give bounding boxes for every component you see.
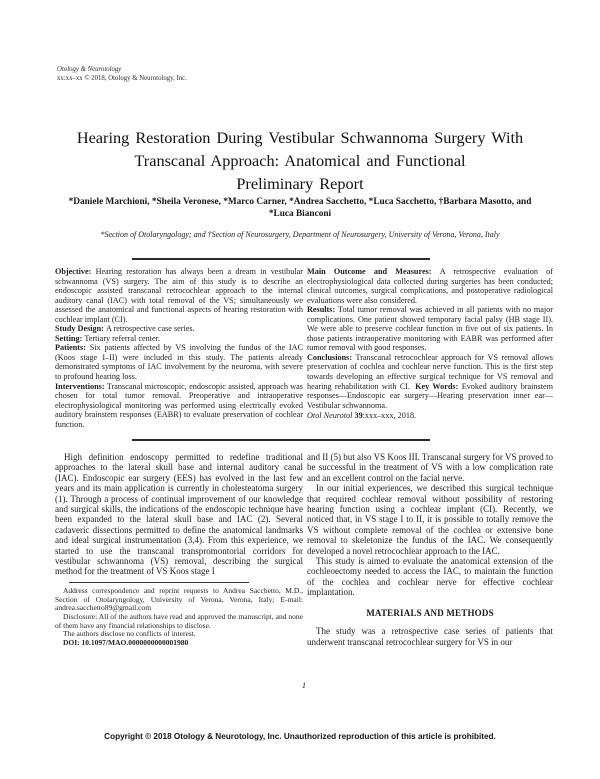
abstract-right-column [307, 267, 553, 421]
abstract-label-interventions: Interventions: [55, 381, 107, 391]
abstract-bottom-rule [132, 439, 430, 441]
abstract-label-conclusions: Conclusions: [307, 352, 356, 362]
abstract-text-conclusions: Transcanal retrocochlear approach for VS removal allows preservation of cochlea and cochlear nerve function. This is the first step towards developing an effective surgical technique for VS removal and hearing rehabilitation with CI. [307, 352, 553, 391]
abstract-text-outcome-measures: A retrospective evaluation of electrophysiological data collected during surgeries has been conducted; clinical outcomes, surgical complications, and postoperative radiological evaluations were also considered. [307, 267, 553, 305]
body-left-column [55, 452, 303, 648]
abstract-top-rule [132, 258, 430, 260]
page-title [40, 126, 560, 195]
copyright-footer: Copyright © 2018 Otology & Neurotology, Inc. Unauthorized reproduction of this article is prohibited. [104, 732, 496, 741]
abstract-text-setting: Tertiary referral center. [84, 333, 160, 343]
abstract-interventions [55, 382, 303, 430]
abstract-setting [55, 334, 303, 344]
section-heading-materials-methods: MATERIALS AND METHODS [366, 607, 494, 618]
body-right-column [307, 452, 553, 647]
abstract-conclusions [307, 353, 553, 410]
abstract-text-keywords: Evoked auditory brainstem responses—Endoscopic ear surgery—Hearing preservation inner ear—Vestibular schwannoma. [307, 381, 553, 410]
footnote-correspondence: Address correspondence and reprint requests to Andrea Sacchetto, M.D., Section of Otolaryngology, University of Verona, Verona, Italy; E-mail: andrea.sacchetto89@gmail.com [55, 585, 303, 613]
title-line-3: Preliminary Report [236, 174, 364, 193]
abstract-label-keywords: Key Words: [415, 381, 462, 391]
abstract-label-setting: Setting: [55, 333, 85, 343]
abstract-patients [55, 343, 303, 381]
abstract-label-results: Results: [307, 305, 339, 315]
title-line-1: Hearing Restoration During Vestibular Schwannoma Surgery With [76, 128, 524, 147]
journal-masthead [57, 66, 187, 83]
abstract-text-patients: Six patients affected by VS involving the fundus of the IAC (Koos stage I–II) were included in this study. The patients already demonstrated symptoms of IAC involvement by the neuroma, with severe to profound hearing loss. [55, 343, 303, 382]
footnote-doi: DOI: 10.1097/MAO.0000000000001980 [63, 638, 189, 648]
abstract-label-objective: Objective: [55, 267, 96, 276]
footnote-disclosure: Disclosure: All of the authors have read and approved the manuscript, and none of them have any financial relationships to disclose. [55, 611, 303, 630]
abstract-text-study-design: A retrospective case series. [105, 324, 195, 334]
abstract-citation [307, 411, 553, 421]
footnote-block [55, 582, 303, 648]
journal-name: Otology & Neurotology [57, 66, 122, 73]
abstract-text-objective: Hearing restoration has always been a dream in vestibular schwannoma (VS) surgery. The aim of this study is to describe an endoscopic assisted transcanal retrocochlear approach to the internal auditory canal (IAC) with total removal of the VS; simultaneously we assessed the anatomical and functional aspects of hearing restoration with cochlear implant (CI). [55, 267, 303, 324]
abstract-outcome-measures [307, 267, 553, 305]
title-line-2: Transcanal Approach: Anatomical and Functional [134, 151, 466, 170]
citation-volume: 39 [354, 411, 363, 421]
abstract-results [307, 305, 553, 353]
citation-journal: Otol Neurotol [307, 411, 355, 421]
page-number: 1 [301, 680, 307, 690]
body-paragraph-methods-intro: The study was a retrospective case series of patients that underwent transcanal retrocochlear surgery for VS in our [307, 626, 553, 647]
body-paragraph-continuation: and II (5) but also VS Koos III. Transcanal surgery for VS proved to be successful in the treatment of VS with a low complication rate and an excellent control on the facial nerve. [307, 452, 553, 483]
authors-line: *Daniele Marchioni, *Sheila Veronese, *Marco Carner, *Andrea Sacchetto, *Luca Sacchetto, †Barbara Masotto, and *Luca Bianconi [68, 197, 532, 219]
footnote-conflicts: The authors disclose no conflicts of interest. [63, 629, 196, 639]
abstract-left-column [55, 267, 303, 429]
abstract-study-design [55, 324, 303, 334]
body-paragraph-intro: High definition endoscopy permitted to redefine traditional approaches to the lateral skull base and internal auditory canal (IAC). Endoscopic ear surgery (EES) has evolved in the last few years and its main application is currently in cholesteatoma surgery (1). Through a process of continual improvement of our knowledge and surgical skills, the indications of the endoscopic technique have been expanded to the lateral skull base and IAC (2). Several cadaveric dissections permitted to define the anatomical landmarks and ideal surgical instrumentation (3,4). From this experience, we started to use the transcanal transpromontorial corridors for vestibular schwannoma (VS) removal, describing the surgical method for the treatment of VS Koos stage I [55, 452, 303, 577]
abstract-label-outcome-measures: Main Outcome and Measures: [307, 267, 440, 276]
citation-pages: :xxx–xxx, 2018. [362, 411, 417, 421]
abstract-text-results: Total tumor removal was achieved in all patients with no major complications. One patient showed temporary facial palsy (HB stage II). We were able to preserve cochlear function in five out of six patients. In those patients intraoperative monitoring with EABR was performed after tumor removal with good responses. [307, 305, 553, 353]
body-paragraph-study-aim: This study is aimed to evaluate the anatomical extension of the cochleoectomy needed to access the IAC, to maintain the function of the cochlea and cochlear nerve for effective cochlear implantation. [307, 556, 553, 598]
affiliation-line: *Section of Otolaryngology; and †Section of Neurosurgery, Department of Neurosurgery, University of Verona, Verona, Italy [100, 230, 500, 239]
journal-issue-line: xx:xx–xx © 2018, Otology & Neurotology, Inc. [57, 74, 187, 82]
abstract-label-study-design: Study Design: [55, 324, 106, 334]
abstract-text-interventions: Transcanal microscopic, endoscopic assisted, approach was chosen for total tumor removal. Preoperative and intraoperative electrophysiological monitoring was performed using electrically evoked auditory brainstem responses (EABR) to evaluate preservation of cochlear function. [55, 381, 303, 429]
abstract-objective [55, 267, 303, 324]
body-paragraph-initial-experiences: In our initial experiences, we described this surgical technique that required cochlear removal without possibility of restoring hearing function using a cochlear implant (CI). Recently, we noticed that, in VS stage I to II, it is possible to totally remove the VS without complete removal of the cochlea or extensive bone removal to skeletonize the fundus of the IAC. We consequently developed a novel retrocochlear approach to the IAC. [307, 483, 553, 556]
footnote-separator-rule [69, 582, 249, 583]
abstract-label-patients: Patients: [55, 343, 90, 353]
